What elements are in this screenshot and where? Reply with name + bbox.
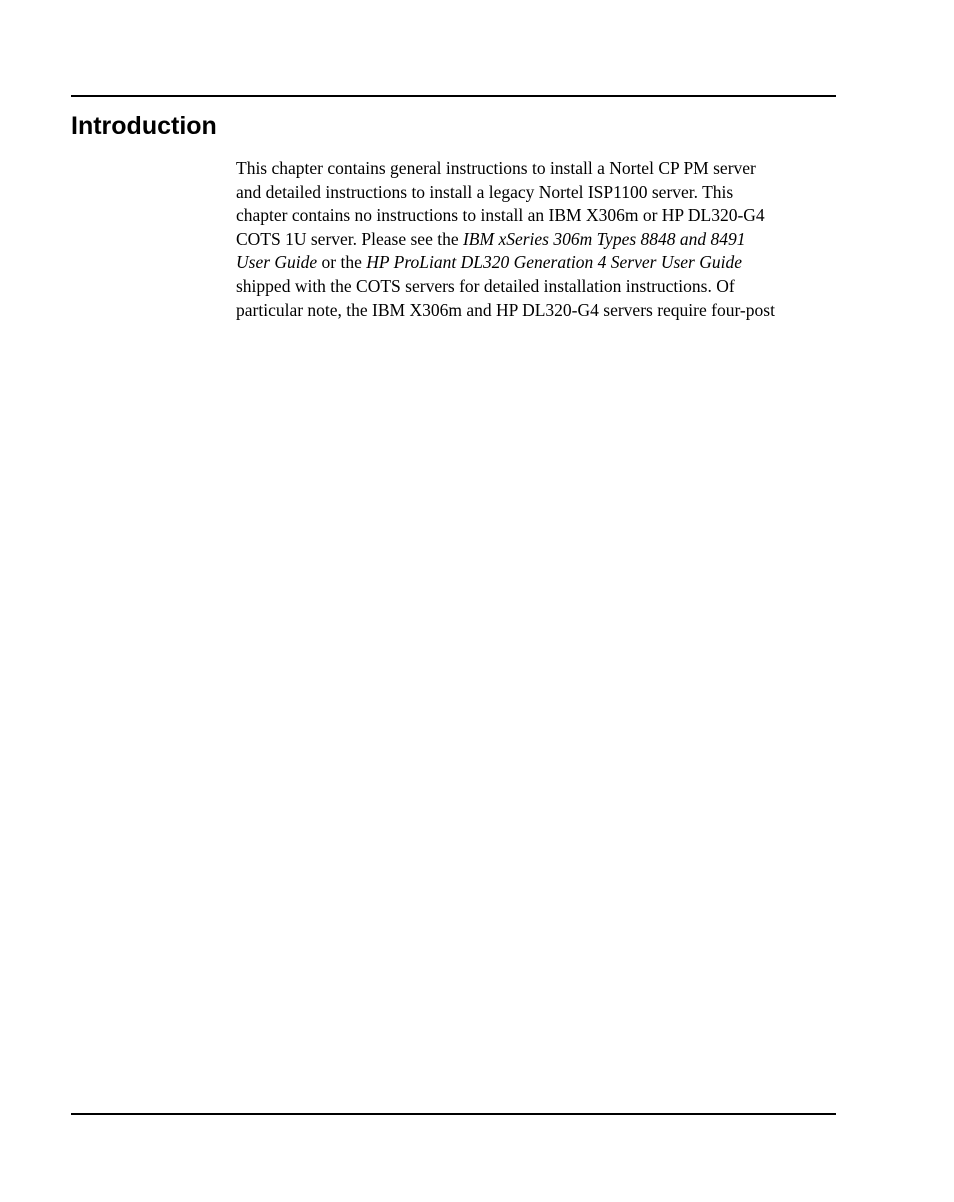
paragraph-line [236,181,836,205]
document-title-reference: HP ProLiant DL320 Generation 4 Server User Guide [366,252,743,273]
section-heading: Introduction [71,112,217,140]
paragraph-line [236,251,836,275]
paragraph-line [236,228,836,252]
text-run: or the [317,252,367,273]
header-rule [71,95,836,97]
footer-rule [71,1113,836,1115]
paragraph-line [236,157,836,181]
text-run: chapter contains no instructions to install an IBM X306m or HP DL320-G4 [236,205,765,226]
paragraph-line [236,275,836,299]
text-run: and detailed instructions to install a legacy Nortel ISP1100 server. This [236,181,734,202]
text-run: shipped with the COTS servers for detailed installation instructions. Of [236,275,735,296]
text-run: COTS 1U server. Please see the [236,228,463,249]
paragraph-line [236,204,836,228]
document-title-reference: User Guide [236,252,318,273]
text-run: particular note, the IBM X306m and HP DL320-G4 servers require four-post [236,299,775,320]
body-paragraph [236,157,836,322]
paragraph-line [236,299,836,323]
document-title-reference: IBM xSeries 306m Types 8848 and 8491 [462,228,746,249]
text-run: This chapter contains general instructions to install a Nortel CP PM server [236,158,756,178]
